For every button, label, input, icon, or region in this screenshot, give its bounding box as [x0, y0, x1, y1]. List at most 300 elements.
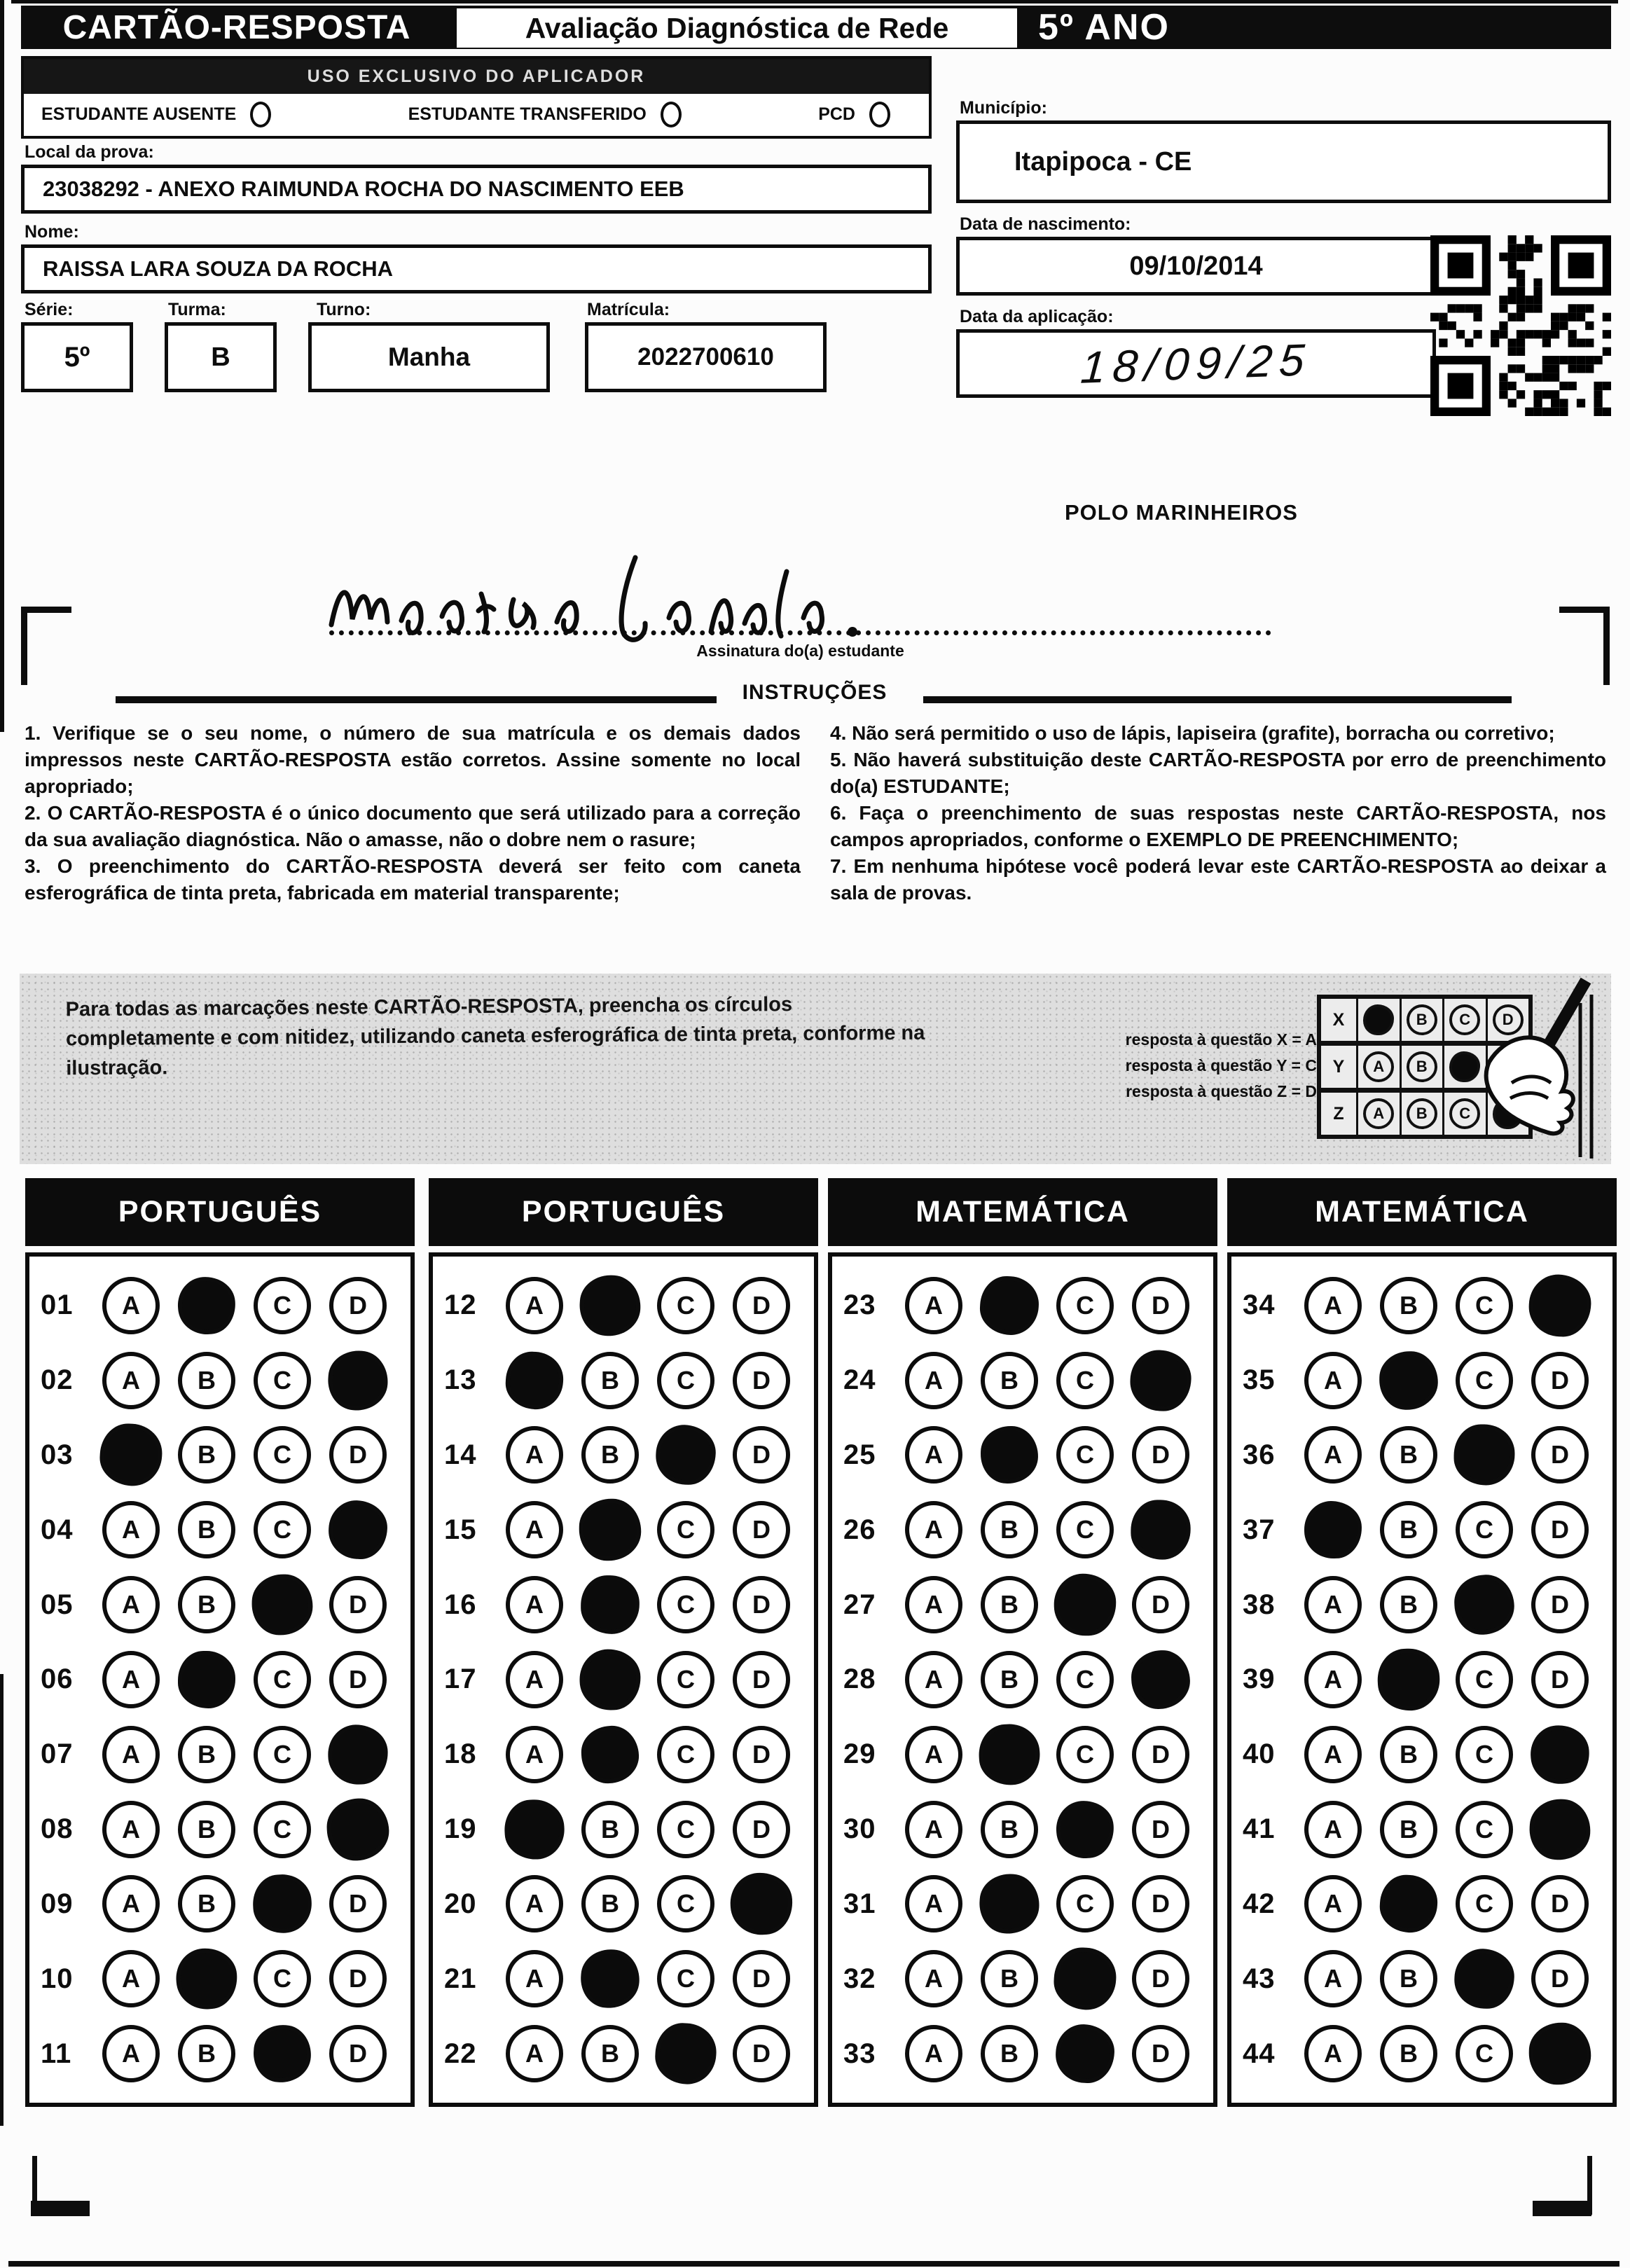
bubble-option: C — [1456, 1875, 1513, 1932]
local-value: 23038292 - ANEXO RAIMUNDA ROCHA DO NASCIMENTO EEB — [21, 165, 932, 214]
question-number: 09 — [41, 1888, 74, 1919]
example-legend-line: resposta à questão X = A — [1125, 1030, 1317, 1049]
nome-value: RAISSA LARA SOUZA DA ROCHA — [21, 244, 932, 293]
question-row — [444, 1801, 807, 1858]
serie-value: 5º — [21, 322, 133, 392]
bubble-marked — [977, 1722, 1041, 1786]
bubble-option: A — [905, 1726, 962, 1783]
bubble-marked — [980, 1426, 1038, 1484]
instruction-item: 5. Não haverá substituição deste CARTÃO-RESPOSTA por erro de preenchimento do(a) ESTUDANTE; — [830, 749, 1606, 798]
bubble-marked — [1052, 1947, 1117, 2012]
bubble-marked — [979, 1275, 1040, 1336]
question-number: 32 — [843, 1963, 876, 1994]
question-row — [444, 1726, 807, 1783]
qr-code — [1430, 235, 1611, 416]
question-row — [41, 1576, 403, 1633]
question-row — [843, 1950, 1206, 2007]
instructions-title: INSTRUÇÕES — [742, 681, 887, 704]
answers-column-4 — [1227, 1178, 1617, 2107]
bubble-option: D — [733, 1501, 790, 1558]
bubble-option: D — [1132, 1875, 1189, 1932]
bubble-option: C — [1056, 1426, 1114, 1484]
bubble-option: D — [1132, 1576, 1189, 1633]
example-bubble: B — [1407, 1004, 1437, 1035]
question-number: 26 — [843, 1514, 876, 1545]
example-legend — [995, 1027, 1317, 1104]
bubble-option: C — [254, 1950, 311, 2007]
bubble-option: D — [329, 1277, 387, 1334]
bubble-option: A — [1304, 2025, 1362, 2082]
applicator-option-label: ESTUDANTE TRANSFERIDO — [408, 104, 647, 124]
answers-column-3-title: MATEMÁTICA — [828, 1178, 1217, 1246]
bubble-option: C — [1456, 1726, 1513, 1783]
applicator-option — [41, 102, 271, 127]
bubble-marked — [504, 1350, 565, 1411]
bubble-option: A — [506, 1651, 563, 1708]
example-question-label: Z — [1321, 1093, 1358, 1135]
bubble-option: B — [1380, 1726, 1437, 1783]
question-number: 19 — [444, 1813, 477, 1845]
bubble-option: B — [581, 2025, 639, 2082]
bubble-option: A — [905, 1801, 962, 1858]
bubble-option: B — [981, 1801, 1038, 1858]
bubble-option: B — [178, 1576, 235, 1633]
question-row — [41, 1352, 403, 1409]
answers-column-2-title: PORTUGUÊS — [429, 1178, 818, 1246]
question-row — [444, 1277, 807, 1334]
applicator-bar-label: USO EXCLUSIVO DO APLICADOR — [24, 59, 929, 94]
bubble-option: A — [1304, 1950, 1362, 2007]
bubble-option: A — [1304, 1277, 1362, 1334]
bubble-option: C — [254, 1801, 311, 1858]
bubble-marked — [326, 1797, 390, 1862]
bubble-option: D — [1132, 2025, 1189, 2082]
applicator-option-bubble — [869, 102, 890, 127]
bubble-option: A — [102, 1950, 160, 2007]
question-number: 33 — [843, 2038, 876, 2069]
bubble-option: B — [981, 1576, 1038, 1633]
bubble-option: C — [254, 1352, 311, 1409]
scan-edge-left-lower — [0, 1674, 4, 2126]
example-cell — [1358, 1046, 1402, 1088]
bubble-option: C — [1456, 1651, 1513, 1708]
bubble-marked — [654, 2021, 717, 2085]
bubble-option: D — [329, 1875, 387, 1932]
question-number: 24 — [843, 1364, 876, 1396]
question-row — [1243, 2025, 1605, 2082]
question-row — [444, 1875, 807, 1932]
question-number: 13 — [444, 1364, 477, 1396]
question-number: 23 — [843, 1289, 876, 1321]
question-row — [41, 1950, 403, 2007]
turma-label: Turma: — [168, 300, 226, 319]
bubble-marked — [326, 1348, 389, 1412]
applicator-option-label: ESTUDANTE AUSENTE — [41, 104, 237, 124]
bubble-option: C — [1056, 1501, 1114, 1558]
aplicacao-label: Data da aplicação: — [960, 307, 1114, 326]
crop-mark-bottom-right — [1533, 2201, 1591, 2216]
bubble-option: B — [178, 1726, 235, 1783]
crop-mark-top-right — [1559, 607, 1610, 613]
answers-column-2 — [429, 1178, 818, 2107]
bubble-marked — [1453, 1574, 1515, 1636]
bubble-option: D — [1531, 1426, 1589, 1484]
question-row — [1243, 1277, 1605, 1334]
question-row — [843, 1426, 1206, 1484]
bubble-marked — [178, 1651, 235, 1708]
bubble-marked — [581, 1575, 640, 1634]
answers-column-1-grid — [25, 1252, 415, 2107]
bubble-option: A — [905, 1277, 962, 1334]
bubble-option: A — [905, 1875, 962, 1932]
question-number: 43 — [1243, 1963, 1276, 1994]
question-row — [1243, 1576, 1605, 1633]
bubble-option: C — [1456, 1352, 1513, 1409]
question-number: 18 — [444, 1738, 477, 1770]
instruction-item: 1. Verifique se o seu nome, o número de sua matrícula e os demais dados impressos neste CARTÃO-RESPOSTA estão corretos. Assine somente no local apropriado; — [25, 722, 801, 798]
instruction-item: 7. Em nenhuma hipótese você poderá levar este CARTÃO-RESPOSTA ao deixar a sala de provas. — [830, 855, 1606, 904]
question-row — [41, 1726, 403, 1783]
bubble-option: C — [1456, 2025, 1513, 2082]
question-number: 21 — [444, 1963, 477, 1994]
question-number: 39 — [1243, 1664, 1276, 1695]
bubble-option: A — [1304, 1726, 1362, 1783]
bubble-option: A — [1304, 1801, 1362, 1858]
example-bubble: C — [1449, 1098, 1480, 1129]
bubble-option: A — [1304, 1651, 1362, 1708]
scan-edge-bottom — [8, 2261, 1619, 2267]
instructions-left — [25, 720, 801, 907]
bubble-option: A — [102, 2025, 160, 2082]
bubble-marked — [579, 1498, 642, 1561]
question-row — [1243, 1352, 1605, 1409]
question-number: 44 — [1243, 2038, 1276, 2069]
applicator-option — [408, 102, 682, 127]
question-row — [843, 1277, 1206, 1334]
instruction-item: 6. Faça o preenchimento de suas respostas neste CARTÃO-RESPOSTA, nos campos apropriados, conforme o EXEMPLO DE PREENCHIMENTO; — [830, 802, 1606, 851]
bubble-option: B — [981, 1651, 1038, 1708]
bubble-option: A — [506, 1726, 563, 1783]
example-legend-line: resposta à questão Z = D — [1126, 1081, 1317, 1100]
bubble-option: D — [329, 1950, 387, 2007]
bubble-option: D — [329, 2025, 387, 2082]
question-row — [843, 1352, 1206, 1409]
crop-mark-top-left — [21, 607, 71, 613]
instructions-rule-right — [923, 696, 1512, 703]
bubble-option: C — [1056, 1726, 1114, 1783]
question-row — [843, 1726, 1206, 1783]
bubble-marked — [1131, 1650, 1192, 1710]
bubble-marked — [1528, 2022, 1591, 2085]
question-number: 11 — [41, 2038, 72, 2069]
bubble-marked — [503, 1798, 566, 1861]
hand-pen-illustration — [1405, 978, 1601, 1161]
bubble-option: D — [733, 1352, 790, 1409]
bubble-option: C — [657, 1277, 714, 1334]
bubble-option: D — [733, 1277, 790, 1334]
bubble-option: D — [1132, 1726, 1189, 1783]
question-number: 20 — [444, 1888, 477, 1919]
question-number: 12 — [444, 1289, 477, 1321]
instruction-item: 4. Não será permitido o uso de lápis, lapiseira (grafite), borracha ou corretivo; — [830, 722, 1555, 744]
example-cell — [1358, 999, 1402, 1041]
bubble-option: B — [981, 1950, 1038, 2007]
bubble-option: A — [506, 1277, 563, 1334]
question-row — [843, 1501, 1206, 1558]
answers-column-3 — [828, 1178, 1217, 2107]
bubble-marked — [1528, 1797, 1593, 1862]
bubble-option: A — [506, 2025, 563, 2082]
bubble-marked — [1528, 1273, 1592, 1338]
bubble-option: D — [733, 1950, 790, 2007]
bubble-option: B — [581, 1875, 639, 1932]
bubble-option: A — [506, 1501, 563, 1558]
question-number: 22 — [444, 2038, 477, 2069]
bubble-marked — [98, 1423, 163, 1488]
bubble-option: C — [657, 1352, 714, 1409]
bubble-option: C — [657, 1576, 714, 1633]
bubble-option: D — [1531, 1501, 1589, 1558]
nome-label: Nome: — [25, 222, 79, 242]
crop-mark-bottom-left — [31, 2201, 90, 2216]
bubble-option: D — [733, 2025, 790, 2082]
bubble-option: C — [657, 1875, 714, 1932]
bubble-option: D — [1132, 1950, 1189, 2007]
question-row — [1243, 1726, 1605, 1783]
bubble-marked — [1454, 1425, 1515, 1486]
bubble-marked — [174, 1947, 240, 2012]
bubble-option: B — [581, 1426, 639, 1484]
question-number: 41 — [1243, 1813, 1276, 1845]
municipio-label: Município: — [960, 98, 1047, 118]
question-number: 16 — [444, 1589, 477, 1620]
bubble-marked — [579, 1649, 641, 1710]
example-question-label: Y — [1321, 1046, 1358, 1088]
question-row — [444, 1426, 807, 1484]
bubble-marked — [251, 1874, 313, 1935]
bubble-option: B — [1380, 1501, 1437, 1558]
crop-mark-top-left-v — [21, 607, 27, 685]
bubble-option: A — [905, 1426, 962, 1484]
bubble-option: C — [1056, 1352, 1114, 1409]
example-bubble-filled — [1363, 1004, 1394, 1035]
answers-column-4-title: MATEMÁTICA — [1227, 1178, 1617, 1246]
applicator-option — [818, 102, 890, 127]
bubble-option: A — [905, 1651, 962, 1708]
bubble-option: D — [733, 1426, 790, 1484]
applicator-section — [21, 56, 932, 139]
matricula-label: Matrícula: — [587, 300, 670, 319]
bubble-option: B — [581, 1352, 639, 1409]
question-number: 34 — [1243, 1289, 1276, 1321]
student-signature — [319, 532, 977, 651]
bubble-option: A — [102, 1501, 160, 1558]
question-number: 02 — [41, 1364, 74, 1396]
question-number: 14 — [444, 1439, 477, 1470]
bubble-option: C — [657, 1726, 714, 1783]
example-cell — [1358, 1093, 1402, 1135]
bubble-option: C — [1056, 1875, 1114, 1932]
bubble-option: D — [329, 1651, 387, 1708]
question-row — [1243, 1801, 1605, 1858]
bubble-option: C — [657, 1950, 714, 2007]
local-label: Local da prova: — [25, 142, 154, 162]
question-number: 38 — [1243, 1589, 1276, 1620]
question-row — [843, 1875, 1206, 1932]
question-row — [444, 1352, 807, 1409]
bubble-option: A — [1304, 1875, 1362, 1932]
bubble-option: D — [733, 1576, 790, 1633]
municipio-value: Itapipoca - CE — [956, 120, 1611, 203]
bubble-option: A — [905, 1950, 962, 2007]
bubble-marked — [581, 1724, 640, 1784]
question-number: 27 — [843, 1589, 876, 1620]
applicator-option-label: PCD — [818, 104, 855, 124]
question-row — [1243, 1875, 1605, 1932]
bubble-option: C — [1456, 1277, 1513, 1334]
bubble-option: A — [506, 1875, 563, 1932]
instruction-item: 2. O CARTÃO-RESPOSTA é o único documento que será utilizado para a correção da sua avaliação diagnóstica. Não o amasse, não o dobre nem o rasure; — [25, 802, 801, 851]
bubble-option: C — [1056, 1651, 1114, 1708]
turno-label: Turno: — [317, 300, 371, 319]
question-number: 25 — [843, 1439, 876, 1470]
bubble-option: A — [102, 1576, 160, 1633]
bubble-option: A — [1304, 1426, 1362, 1484]
signature-caption: Assinatura do(a) estudante — [696, 642, 904, 660]
bubble-marked — [176, 1275, 237, 1336]
question-number: 15 — [444, 1514, 477, 1545]
bubble-option: D — [1132, 1426, 1189, 1484]
bubble-marked — [1054, 1573, 1117, 1636]
question-row — [41, 1651, 403, 1708]
applicator-option-bubble — [661, 102, 682, 127]
bubble-option: D — [329, 1426, 387, 1484]
example-bubble: C — [1449, 1004, 1480, 1035]
example-bubble: B — [1407, 1051, 1437, 1082]
example-legend-line: resposta à questão Y = C — [1125, 1056, 1317, 1074]
question-row — [1243, 1950, 1605, 2007]
bubble-option: C — [657, 1501, 714, 1558]
bubble-option: C — [657, 1801, 714, 1858]
bubble-option: A — [905, 1501, 962, 1558]
bubble-marked — [655, 1424, 717, 1486]
bubble-option: D — [1531, 1352, 1589, 1409]
question-number: 17 — [444, 1664, 477, 1695]
bubble-marked — [1129, 1349, 1192, 1412]
bubble-option: B — [1380, 1576, 1437, 1633]
question-row — [41, 1277, 403, 1334]
question-number: 07 — [41, 1738, 74, 1770]
bubble-option: B — [981, 2025, 1038, 2082]
bubble-marked — [1376, 1647, 1441, 1712]
bubble-option: B — [1380, 1277, 1437, 1334]
question-number: 08 — [41, 1813, 74, 1845]
applicator-options — [24, 94, 929, 134]
question-number: 36 — [1243, 1439, 1276, 1470]
question-number: 37 — [1243, 1514, 1276, 1545]
bubble-option: D — [1132, 1801, 1189, 1858]
example-question-label: X — [1321, 999, 1358, 1041]
bubble-marked — [1379, 1350, 1438, 1410]
card-title: CARTÃO-RESPOSTA — [62, 8, 411, 46]
question-row — [1243, 1426, 1605, 1484]
bubble-option: A — [102, 1352, 160, 1409]
bubble-option: D — [1531, 1651, 1589, 1708]
aplicacao-handwritten-date: 18/09/25 — [1079, 334, 1313, 393]
bubble-option: A — [905, 1576, 962, 1633]
bubble-option: A — [506, 1426, 563, 1484]
bubble-option: A — [506, 1950, 563, 2007]
bubble-option: C — [254, 1426, 311, 1484]
question-row — [41, 1801, 403, 1858]
question-number: 06 — [41, 1664, 74, 1695]
nascimento-label: Data de nascimento: — [960, 214, 1131, 234]
question-number: 01 — [41, 1289, 74, 1321]
question-number: 29 — [843, 1738, 876, 1770]
question-number: 28 — [843, 1664, 876, 1695]
bubble-option: C — [1456, 1501, 1513, 1558]
crop-mark-top-right-v — [1603, 607, 1610, 685]
scan-edge-top — [11, 0, 1618, 4]
bubble-option: C — [254, 1726, 311, 1783]
bubble-option: B — [178, 1501, 235, 1558]
instructions-rule-left — [116, 696, 717, 703]
applicator-option-bubble — [250, 102, 271, 127]
polo-label: POLO MARINHEIROS — [1065, 500, 1298, 525]
answers-column-1-title: PORTUGUÊS — [25, 1178, 415, 1246]
bubble-option: D — [733, 1801, 790, 1858]
bubble-marked — [1055, 2024, 1116, 2084]
answers-column-1 — [25, 1178, 415, 2107]
bubble-option: B — [981, 1501, 1038, 1558]
answers-column-2-grid — [429, 1252, 818, 2107]
bubble-option: D — [733, 1651, 790, 1708]
bubble-option: A — [905, 2025, 962, 2082]
bubble-option: B — [178, 1426, 235, 1484]
bubble-option: A — [102, 1801, 160, 1858]
bubble-option: B — [581, 1801, 639, 1858]
question-number: 35 — [1243, 1364, 1276, 1396]
bubble-marked — [1054, 1799, 1116, 1860]
aplicacao-value-box — [956, 329, 1436, 398]
bubble-option: A — [905, 1352, 962, 1409]
example-bubble: B — [1407, 1098, 1437, 1129]
bubble-option: C — [254, 1651, 311, 1708]
bubble-option: B — [1380, 1426, 1437, 1484]
question-row — [444, 1576, 807, 1633]
bubble-marked — [251, 1574, 313, 1636]
bubble-option: A — [506, 1576, 563, 1633]
example-section — [20, 974, 1611, 1164]
bubble-option: A — [102, 1726, 160, 1783]
bubble-option: B — [178, 2025, 235, 2082]
question-row — [41, 2025, 403, 2082]
bubble-option: B — [1380, 2025, 1437, 2082]
bubble-option: C — [254, 1277, 311, 1334]
bubble-option: C — [1056, 1277, 1114, 1334]
question-row — [444, 1651, 807, 1708]
question-row — [41, 1501, 403, 1558]
question-row — [41, 1875, 403, 1932]
bubble-option: C — [657, 1651, 714, 1708]
bubble-option: B — [981, 1352, 1038, 1409]
question-row — [41, 1426, 403, 1484]
exam-title: Avaliação Diagnóstica de Rede — [457, 8, 1017, 48]
bubble-option: A — [1304, 1352, 1362, 1409]
bubble-marked — [579, 1948, 641, 2010]
question-row — [843, 2025, 1206, 2082]
bubble-option: D — [1531, 1950, 1589, 2007]
